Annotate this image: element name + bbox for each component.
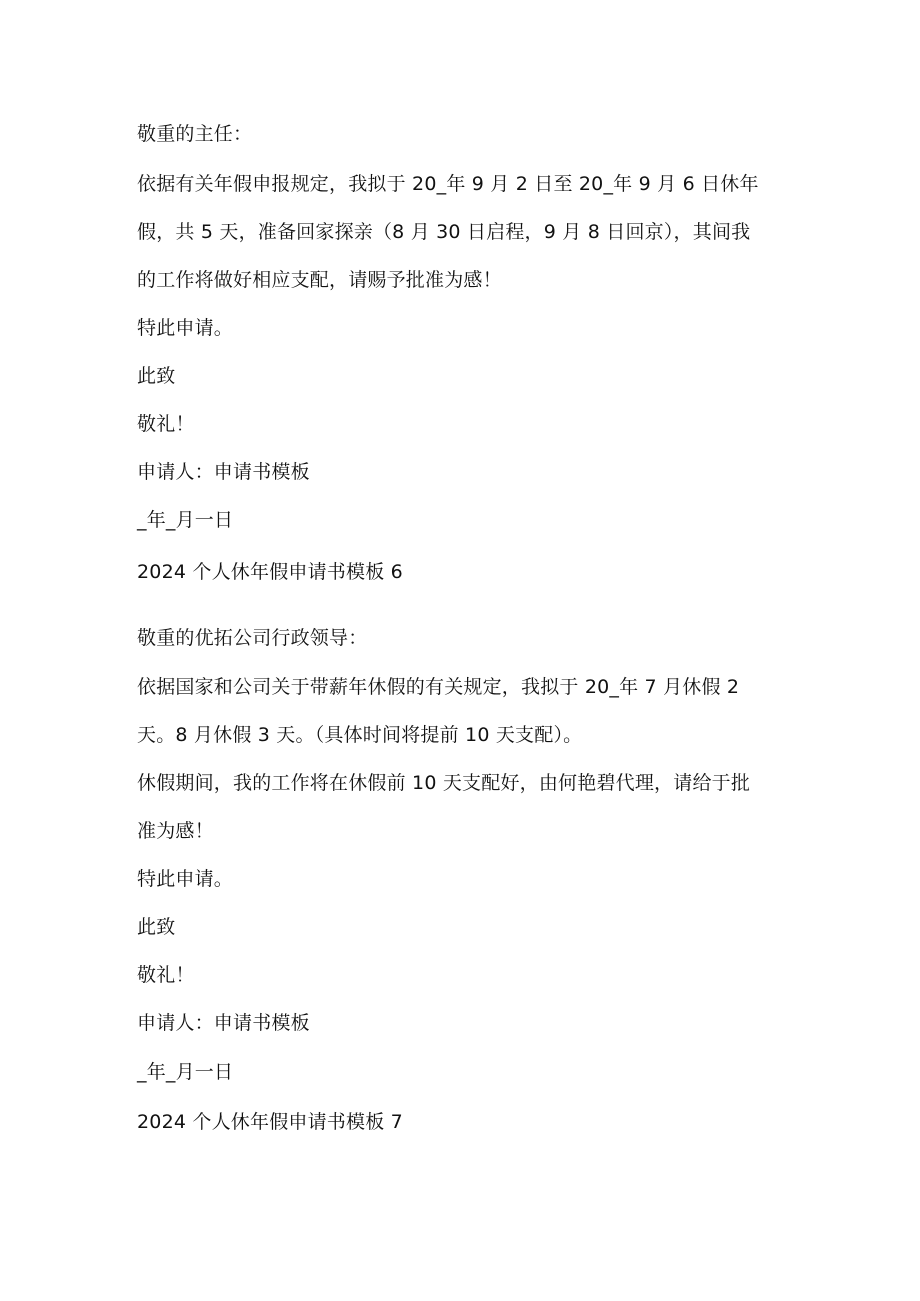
applicant-line: 申请人：申请书模板 — [137, 461, 310, 483]
body-line: 休假期间，我的工作将在休假前 10 天支配好，由何艳碧代理，请给于批 — [137, 772, 751, 794]
body-line: 依据有关年假申报规定，我拟于 20_年 9 月 2 日至 20_年 9 月 6 日休年 — [137, 173, 759, 195]
closing-line: 此致 — [137, 365, 176, 387]
section-heading: 2024 个人休年假申请书模板 6 — [137, 561, 403, 583]
salutation: 敬重的主任： — [137, 123, 253, 145]
section-heading: 2024 个人休年假申请书模板 7 — [137, 1111, 403, 1133]
body-line: 天。8 月休假 3 天。（具体时间将提前 10 天支配）。 — [137, 724, 583, 746]
body-line: 假，共 5 天，准备回家探亲（8 月 30 日启程，9 月 8 日回京），其间我 — [137, 221, 751, 243]
salutation: 敬重的优拓公司行政领导： — [137, 627, 368, 649]
closing-line: 敬礼！ — [137, 413, 195, 435]
date-line: _年_月一日 — [137, 1061, 234, 1083]
closing-request: 特此申请。 — [137, 317, 234, 339]
body-line: 准为感！ — [137, 820, 214, 842]
applicant-line: 申请人：申请书模板 — [137, 1012, 310, 1034]
body-line: 的工作将做好相应支配，请赐予批准为感！ — [137, 269, 502, 291]
closing-line: 敬礼！ — [137, 964, 195, 986]
closing-request: 特此申请。 — [137, 868, 234, 890]
date-line: _年_月一日 — [137, 509, 234, 531]
body-line: 依据国家和公司关于带薪年休假的有关规定，我拟于 20_年 7 月休假 2 — [137, 676, 740, 698]
closing-line: 此致 — [137, 916, 176, 938]
